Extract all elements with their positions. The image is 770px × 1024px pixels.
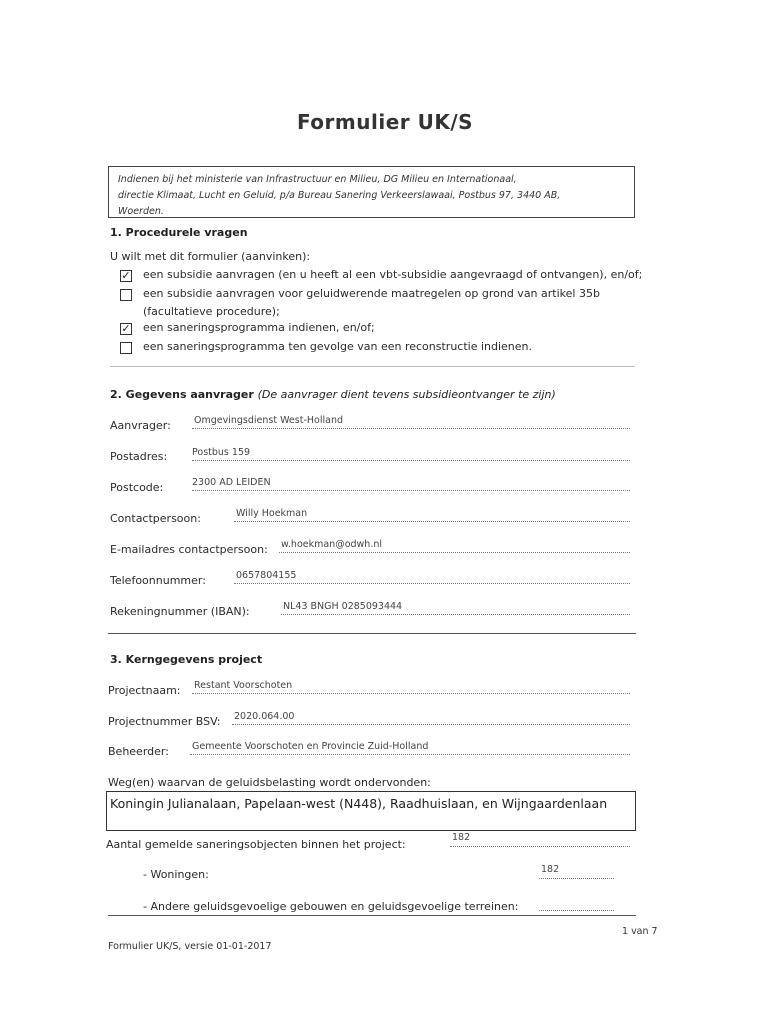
- option-checkbox-4[interactable]: [120, 342, 132, 354]
- section-divider: [108, 633, 636, 634]
- option-checkbox-1[interactable]: ✓: [121, 269, 131, 282]
- field-value-contactpersoon[interactable]: Willy Hoekman: [236, 508, 308, 519]
- objects-value[interactable]: 182: [452, 832, 471, 843]
- fill-line: [450, 846, 630, 847]
- fill-line: [232, 724, 630, 725]
- section2-title: 2. Gegevens aanvrager: [110, 388, 254, 401]
- fill-line: [192, 428, 630, 429]
- field-value-iban[interactable]: NL43 BNGH 0285093444: [283, 601, 403, 612]
- fill-line: [192, 460, 630, 461]
- form-version: Formulier UK/S, versie 01-01-2017: [108, 941, 272, 952]
- homes-value[interactable]: 182: [541, 864, 560, 875]
- option-label-2: een subsidie aanvragen voor geluidwerende maatregelen op grond van artikel 35b: [143, 287, 600, 300]
- field-value-email[interactable]: w.hoekman@odwh.nl: [281, 539, 383, 550]
- section2-heading: [110, 388, 556, 401]
- field-value-postadres[interactable]: Postbus 159: [192, 447, 251, 458]
- field-value-postcode[interactable]: 2300 AD LEIDEN: [192, 477, 271, 488]
- field-value-projectnaam[interactable]: Restant Voorschoten: [194, 680, 293, 691]
- fill-line: [281, 614, 630, 615]
- intro-line: Woerden.: [118, 206, 164, 217]
- roads-value: Koningin Julianalaan, Papelaan-west (N448), Raadhuislaan, en Wijngaardenlaan: [110, 796, 608, 811]
- submission-address-text: [118, 172, 628, 220]
- fill-line: [539, 910, 614, 911]
- objects-label: Aantal gemelde saneringsobjecten binnen het project:: [106, 838, 406, 851]
- field-label-iban: Rekeningnummer (IBAN):: [110, 605, 250, 618]
- intro-line: Indienen bij het ministerie van Infrastructuur en Milieu, DG Milieu en Internationaal,: [118, 174, 517, 185]
- option-label-4: een saneringsprogramma ten gevolge van een reconstructie indienen.: [143, 340, 533, 353]
- fill-line: [539, 878, 614, 879]
- field-label-postcode: Postcode:: [110, 481, 164, 494]
- field-value-projectnummer[interactable]: 2020.064.00: [234, 711, 295, 722]
- field-label-email: E-mailadres contactpersoon:: [110, 543, 268, 556]
- fill-line: [190, 754, 630, 755]
- option-checkbox-3[interactable]: ✓: [121, 322, 131, 335]
- field-label-postadres: Postadres:: [110, 450, 168, 463]
- fill-line: [279, 552, 630, 553]
- other-label: - Andere geluidsgevoelige gebouwen en geluidsgevoelige terreinen:: [143, 900, 519, 913]
- option-label-2-cont: (facultatieve procedure);: [143, 305, 280, 318]
- field-label-contactpersoon: Contactpersoon:: [110, 512, 201, 525]
- field-value-beheerder[interactable]: Gemeente Voorschoten en Provincie Zuid-Holland: [192, 741, 429, 752]
- field-label-beheerder: Beheerder:: [108, 745, 169, 758]
- fill-line: [192, 490, 630, 491]
- intro-line: directie Klimaat, Lucht en Geluid, p/a Bureau Sanering Verkeerslawaai, Postbus 97, 3440 AB,: [118, 190, 561, 201]
- fill-line: [192, 693, 630, 694]
- homes-label: - Woningen:: [143, 868, 209, 881]
- option-label-3: een saneringsprogramma indienen, en/of;: [143, 321, 375, 334]
- option-label-1: een subsidie aanvragen (en u heeft al een vbt-subsidie aangevraagd of ontvangen), en/of;: [143, 268, 643, 281]
- section1-prompt: U wilt met dit formulier (aanvinken):: [110, 250, 311, 263]
- field-label-projectnaam: Projectnaam:: [108, 684, 181, 697]
- field-value-aanvrager[interactable]: Omgevingsdienst West-Holland: [194, 415, 343, 426]
- section3-heading: 3. Kerngegevens project: [110, 653, 263, 666]
- field-label-telefoon: Telefoonnummer:: [110, 574, 206, 587]
- field-label-aanvrager: Aanvrager:: [110, 419, 171, 432]
- field-value-telefoon[interactable]: 0657804155: [236, 570, 297, 581]
- roads-label: Weg(en) waarvan de geluidsbelasting wordt ondervonden:: [108, 776, 431, 789]
- fill-line: [234, 521, 630, 522]
- section1-heading: 1. Procedurele vragen: [110, 226, 248, 239]
- field-label-projectnummer: Projectnummer BSV:: [108, 715, 221, 728]
- section-divider: [110, 366, 635, 367]
- page-number: 1 van 7: [622, 926, 658, 937]
- section2-note: (De aanvrager dient tevens subsidieontvanger te zijn): [257, 388, 556, 401]
- form-title: Formulier UK/S: [296, 110, 474, 134]
- option-checkbox-2[interactable]: [120, 289, 132, 301]
- section-divider: [108, 915, 636, 916]
- fill-line: [234, 583, 630, 584]
